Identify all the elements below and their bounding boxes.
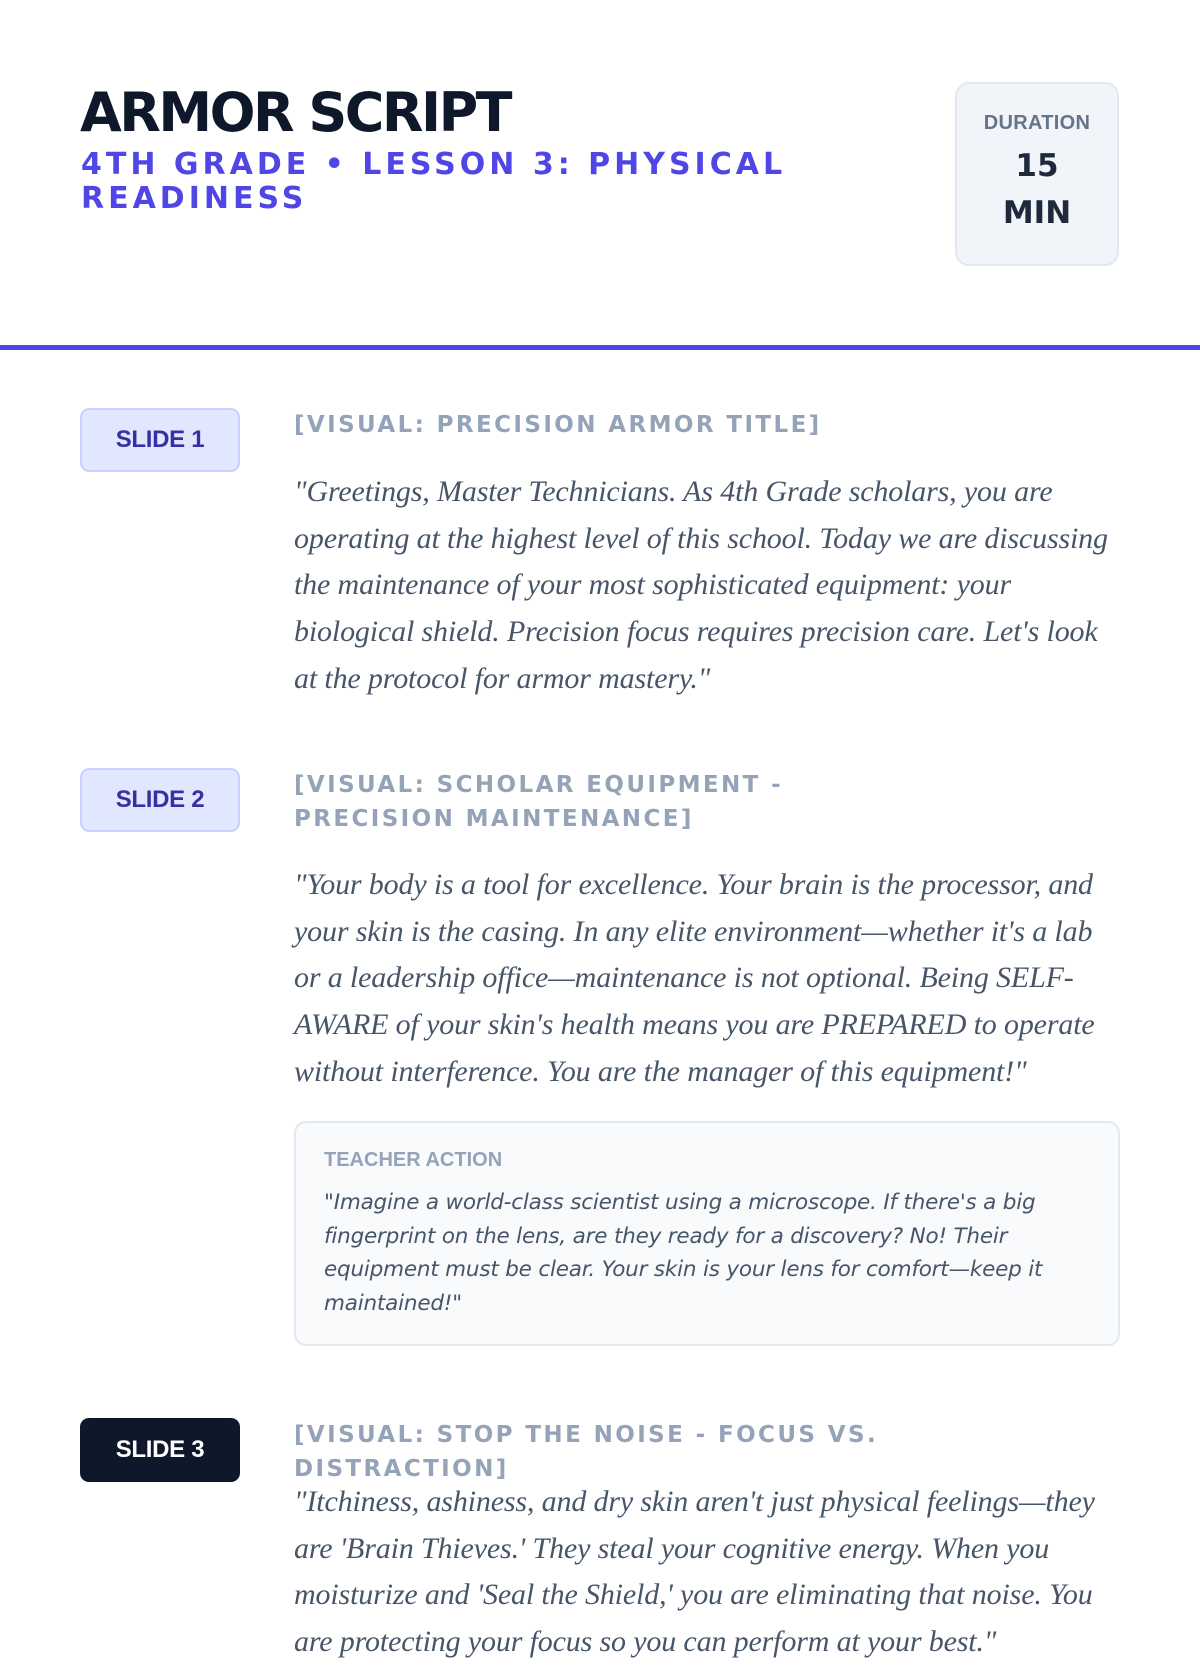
- teacher-action-text: "Imagine a world-class scientist using a microscope. If there's a big fingerprint on the lens, are they ready for a discovery? No! Their equipment must be clear. Your skin is your lens for comfort—keep it maintained!": [324, 1190, 1043, 1316]
- duration-label: DURATION: [983, 112, 1091, 134]
- page-title: ARMOR SCRIPT: [80, 81, 511, 144]
- lesson-subtitle: 4TH GRADE • LESSON 3: PHYSICAL READINESS: [81, 147, 787, 216]
- visual-cue: [VISUAL: SCHOLAR EQUIPMENT - PRECISION MAINTENANCE]: [294, 772, 784, 832]
- visual-cue: [VISUAL: STOP THE NOISE - FOCUS VS. DISTRACTION]: [294, 1422, 879, 1482]
- lesson-header: [0, 0, 1200, 350]
- script-text: "Your body is a tool for excellence. Your brain is the processor, and your skin is the casing. In any elite environment—whether it's a lab or a leadership office—maintenance is not optional. Being SELF-AWARE of your skin's health means you are PREPARED to operate without interference. You are the manager of this equipment!": [294, 868, 1095, 1088]
- script-text: "Greetings, Master Technicians. As 4th Grade scholars, you are operating at the highest level of this school. Today we are discussing the maintenance of your most sophisticated equipment: your biological shield. Precision focus requires precision care. Let's look at the protocol for armor mastery.": [294, 475, 1108, 695]
- slide-badge-2[interactable]: SLIDE 2: [80, 768, 240, 832]
- visual-cue: [VISUAL: PRECISION ARMOR TITLE]: [294, 412, 822, 438]
- duration-card: [955, 82, 1119, 266]
- script-text: "Itchiness, ashiness, and dry skin aren't just physical feelings—they are 'Brain Thieves.' They steal your cognitive energy. When you moisturize and 'Seal the Shield,' you are eliminating that noise. You are protecting your focus so you can perform at your best.": [294, 1485, 1095, 1659]
- teacher-action-box: [294, 1121, 1120, 1346]
- slide-badge-3[interactable]: SLIDE 3: [80, 1418, 240, 1482]
- teacher-action-label: TEACHER ACTION: [324, 1149, 503, 1171]
- duration-value: 15 MIN: [1002, 148, 1072, 231]
- slide-badge-1[interactable]: SLIDE 1: [80, 408, 240, 472]
